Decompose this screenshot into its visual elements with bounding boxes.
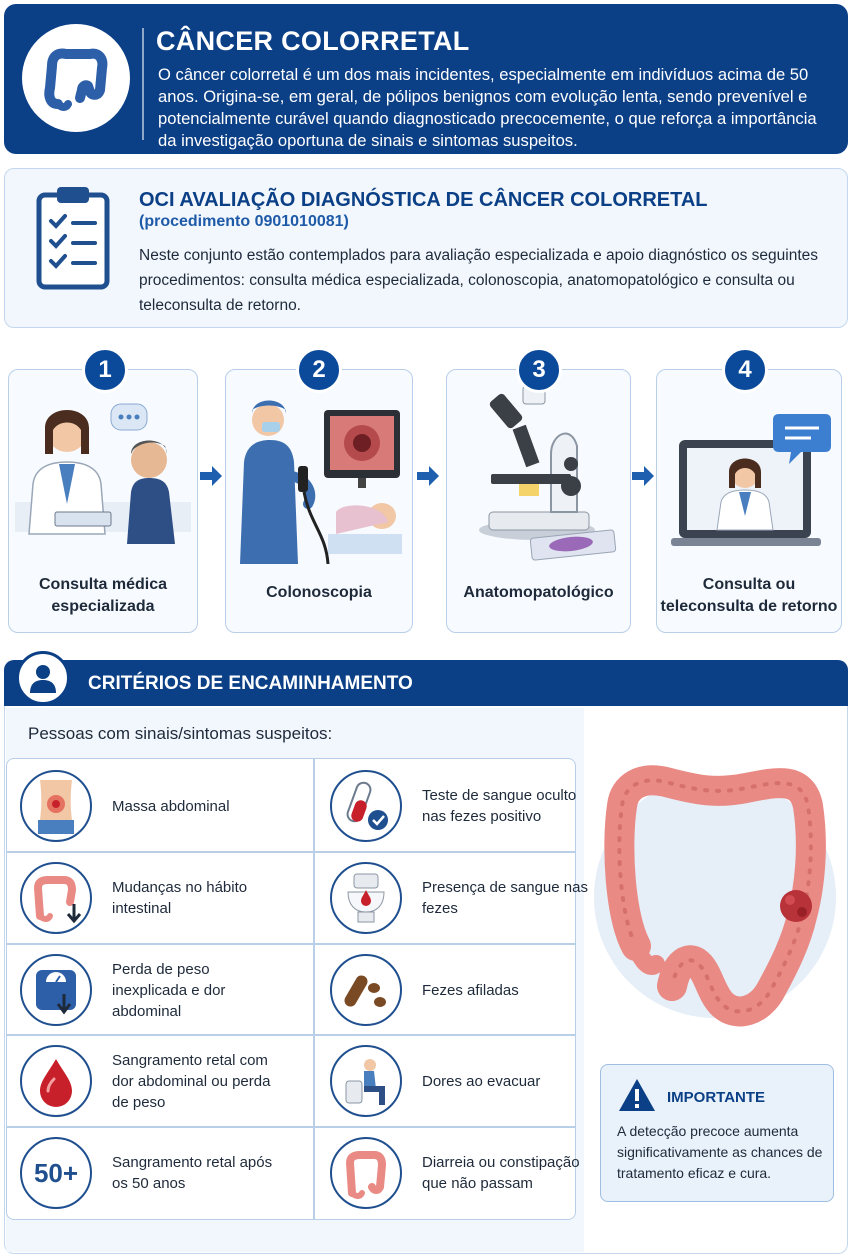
stool-icon	[330, 954, 402, 1026]
step-card-1	[8, 369, 198, 633]
criteria-item	[8, 1035, 293, 1127]
oci-info-box	[4, 168, 848, 328]
criteria-item	[318, 852, 603, 944]
step-label-2: Colonoscopia	[266, 584, 372, 601]
warning-icon	[617, 1077, 657, 1118]
criteria-label: Sangramento retal após os 50 anos	[112, 1154, 273, 1192]
criteria-item	[8, 760, 293, 852]
abdomen-icon	[20, 770, 92, 842]
criteria-label: Mudanças no hábito intestinal	[112, 879, 248, 917]
step-number-2: 2	[296, 347, 342, 393]
header-description: O câncer colorretal é um dos mais incidentes, especialmente em indivíduos acima de 50 anos. Origina-se, em geral, de pólipos benignos com evolução lenta, sendo prevenível e potencialmente curável quando diagnosticado precocemente, o que reforça a importância da investigação oportuna de sinais e sintomas suspeitos.	[158, 65, 817, 150]
arrow-right-icon	[198, 463, 224, 489]
teleconsultation-illustration	[671, 384, 835, 559]
oci-procedure-code: (procedimento 0901010081)	[139, 213, 349, 230]
colon-icon	[22, 24, 130, 132]
important-text: A detecção precoce aumenta significativamente as chances de tratamento eficaz e cura.	[617, 1123, 823, 1181]
criteria-label: Presença de sangue nas fezes	[422, 879, 588, 917]
criteria-subtitle: Pessoas com sinais/sintomas suspeitos:	[28, 724, 333, 743]
oci-title: OCI AVALIAÇÃO DIAGNÓSTICA DE CÂNCER COLORRETAL	[139, 189, 708, 211]
grid-divider	[313, 758, 315, 1220]
criteria-item	[318, 760, 603, 852]
criteria-label: Sangramento retal com dor abdominal ou perda de peso	[112, 1051, 271, 1111]
criteria-item	[318, 944, 603, 1036]
criteria-label: Teste de sangue oculto nas fezes positivo	[422, 787, 577, 825]
header-banner	[4, 4, 848, 154]
step-card-3	[446, 369, 631, 633]
step-number-4: 4	[722, 347, 768, 393]
important-box	[600, 1064, 834, 1202]
criteria-item	[8, 852, 293, 944]
person-icon	[16, 651, 70, 705]
step-card-4	[656, 369, 842, 633]
criteria-label: Diarreia ou constipação que não passam	[422, 1154, 580, 1192]
blood-drop-icon	[20, 1045, 92, 1117]
criteria-label: Fezes afiladas	[422, 981, 519, 999]
scale-icon	[20, 954, 92, 1026]
step-label-4: Consulta ou teleconsulta de retorno	[660, 576, 838, 615]
step-label-3: Anatomopatológico	[463, 584, 614, 601]
important-title: IMPORTANTE	[667, 1089, 766, 1106]
page-title: CÂNCER COLORRETAL	[156, 26, 470, 56]
step-number-3: 3	[516, 347, 562, 393]
criteria-title: CRITÉRIOS DE ENCAMINHAMENTO	[88, 673, 413, 694]
arrow-right-icon	[414, 463, 442, 489]
criteria-label: Massa abdominal	[112, 797, 230, 815]
criteria-item	[318, 1127, 603, 1219]
intestine-icon	[330, 1137, 402, 1209]
step-label-1: Consulta médica especializada	[38, 576, 168, 615]
age-50-icon	[20, 1137, 92, 1209]
criteria-item	[8, 1127, 293, 1219]
step-card-2	[225, 369, 413, 633]
oci-description: Neste conjunto estão contemplados para avaliação especializada e apoio diagnóstico os seguintes procedimentos: consulta médica especializada, colonoscopia, anatomopatológico e consulta ou teleconsulta de retorno.	[139, 247, 819, 314]
arrow-right-icon	[630, 463, 656, 489]
step-number-1: 1	[82, 347, 128, 393]
colonoscopy-illustration	[232, 384, 408, 569]
criteria-label: Dores ao evacuar	[422, 1072, 541, 1090]
person-toilet-icon	[330, 1045, 402, 1117]
microscope-illustration	[467, 384, 617, 569]
criteria-label: Perda de peso inexplicada e dor abdominal	[112, 960, 226, 1020]
header-divider	[142, 28, 144, 140]
intestine-arrow-icon	[20, 862, 92, 934]
age-badge: 50+	[33, 1157, 79, 1188]
test-tube-check-icon	[330, 770, 402, 842]
checklist-clipboard-icon	[33, 183, 113, 296]
colon-tumor-illustration	[596, 756, 836, 1041]
toilet-blood-icon	[330, 862, 402, 934]
criteria-item	[318, 1035, 603, 1127]
doctor-consultation-illustration	[15, 384, 193, 559]
criteria-item	[8, 944, 293, 1036]
